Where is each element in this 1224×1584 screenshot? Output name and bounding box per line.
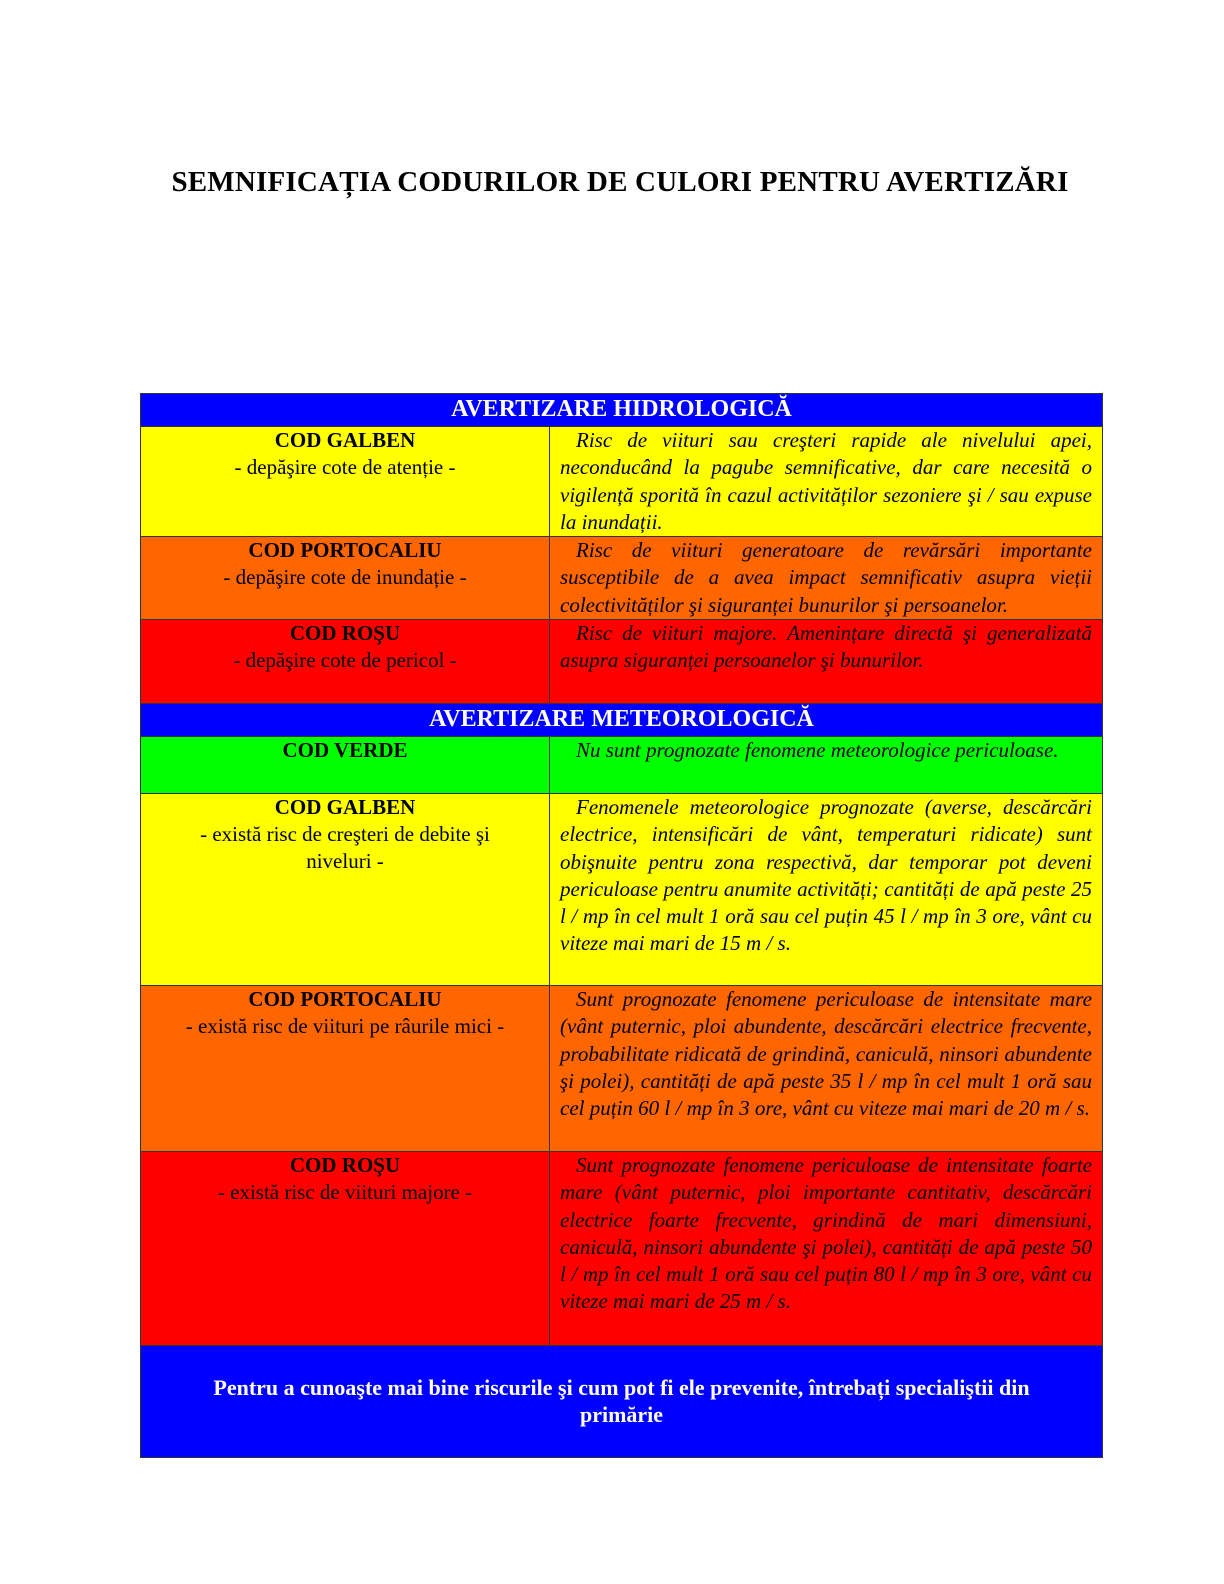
meteo-row-red [141, 1152, 1102, 1346]
hydro-row-orange [141, 537, 1102, 620]
code-description: - depăşire cote de inundație - [223, 565, 467, 589]
hydro-row-yellow [141, 427, 1102, 537]
risk-description: Sunt prognozate fenomene periculoase de intensitate mare (vânt puternic, ploi abundente, descărcări electrice frecvente, probabilitate ridicată de grindină, caniculă, ninsori abundente şi polei), cantități de apă peste 35 l / mp în cel mult 1 oră sau cel puțin 60 l / mp în 3 ore, vânt cu viteze mai mari de 20 m / s. [560, 987, 1092, 1121]
section-header-meteorological: AVERTIZARE METEOROLOGICĂ [141, 704, 1102, 737]
risk-description: Risc de viituri generatoare de revărsări importante susceptibile de a avea impact semnificativ asupra vieții colectivităților şi siguranței bunurilor şi persoanelor. [560, 538, 1092, 617]
warning-codes-table [140, 393, 1103, 1458]
code-label: COD GALBEN [274, 795, 416, 819]
section-header-hydrological: AVERTIZARE HIDROLOGICĂ [141, 394, 1102, 427]
risk-description: Sunt prognozate fenomene periculoase de intensitate foarte mare (vânt puternic, ploi importante cantitativ, descărcări electrice foarte frecvente, grindină de mari dimensiuni, caniculă, ninsori abundente şi polei), cantități de apă peste 50 l / mp în cel mult 1 oră sau cel puțin 80 l / mp în 3 ore, vânt cu viteze mai mari de 25 m / s. [560, 1153, 1092, 1314]
code-label: COD ROŞU [289, 1153, 401, 1177]
code-description: - există risc de viituri pe râurile mici - [185, 1014, 505, 1038]
code-cell [141, 427, 550, 536]
code-label: COD VERDE [282, 738, 408, 762]
risk-description: Nu sunt prognozate fenomene meteorologice periculoase. [576, 738, 1059, 762]
code-description: - există risc de creşteri de debite şi niveluri - [200, 822, 490, 873]
code-cell [141, 986, 550, 1151]
risk-description: Risc de viituri sau creşteri rapide ale nivelului apei, neconducând la pagube semnificative, dar care necesită o vigilență sporită în cazul activităților sezoniere şi / sau expuse la inundații. [560, 428, 1092, 534]
code-label: COD ROŞU [289, 621, 401, 645]
meteo-row-orange [141, 986, 1102, 1152]
meteo-row-yellow [141, 794, 1102, 986]
risk-description: Risc de viituri majore. Amenințare directă şi generalizată asupra siguranței persoanelor şi bunurilor. [560, 621, 1092, 673]
code-description: - există risc de viituri majore - [217, 1180, 473, 1204]
code-cell [141, 1152, 550, 1345]
code-description: - depăşire cote de atenție - [234, 455, 456, 479]
code-cell [141, 737, 550, 793]
footer-advice: Pentru a cunoaşte mai bine riscurile şi cum pot fi ele prevenite, întrebați specialiştii din primărie [141, 1346, 1102, 1457]
code-label: COD PORTOCALIU [248, 987, 442, 1011]
page-title: SEMNIFICAȚIA CODURILOR DE CULORI PENTRU AVERTIZĂRI [171, 166, 1069, 198]
meteo-row-green [141, 737, 1102, 794]
code-cell [141, 794, 550, 985]
code-label: COD GALBEN [274, 428, 416, 452]
code-label: COD PORTOCALIU [248, 538, 442, 562]
risk-description: Fenomenele meteorologice prognozate (averse, descărcări electrice, intensificări de vânt, temperaturi ridicate) sunt obişnuite pentru zona respectivă, dar temporar pot deveni periculoase pentru anumite activități; cantități de apă peste 25 l / mp în cel mult 1 oră sau cel puțin 45 l / mp în 3 ore, vânt cu viteze mai mari de 15 m / s. [560, 795, 1092, 956]
code-cell [141, 537, 550, 619]
hydro-row-red [141, 620, 1102, 704]
code-cell [141, 620, 550, 703]
code-description: - depăşire cote de pericol - [233, 648, 457, 672]
